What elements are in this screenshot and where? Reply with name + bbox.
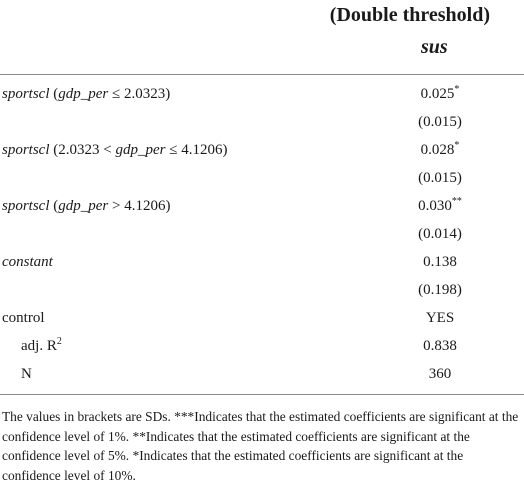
significance-stars: * xyxy=(454,140,460,151)
threshold-variable: gdp_per xyxy=(115,142,166,158)
control-value: YES xyxy=(425,310,455,326)
row-label xyxy=(2,86,170,103)
footer-rule xyxy=(0,394,524,395)
significance-stars: ** xyxy=(451,196,462,207)
label-text: ≤ 4.1206) xyxy=(165,142,228,158)
row-label xyxy=(2,142,227,159)
label-text: ( xyxy=(49,198,59,214)
row-label: control xyxy=(2,310,45,326)
coefficient: 0.028 xyxy=(420,142,455,158)
standard-error: (0.014) xyxy=(418,226,462,242)
table-note: The values in brackets are SDs. ***Indicates that the estimated coefficients are significant at the confidence level of 1%. **Indicates that the estimated coefficients are significant at the confidence level of 5%. *Indicates that the estimated coefficients are significant at the confidence level of 10%. xyxy=(2,409,519,483)
superscript: 2 xyxy=(56,336,62,347)
variable-name: sportscl xyxy=(2,198,50,214)
label-text: ( xyxy=(49,86,59,102)
dependent-variable-header: sus xyxy=(421,36,448,58)
header-rule xyxy=(0,74,524,75)
threshold-variable: gdp_per xyxy=(58,198,109,214)
adj-r2-value: 0.838 xyxy=(423,338,457,354)
coefficient: 0.138 xyxy=(423,254,457,270)
table-row xyxy=(0,334,524,362)
row-label xyxy=(2,198,170,215)
coefficient: 0.025 xyxy=(420,86,455,102)
threshold-variable: gdp_per xyxy=(58,86,109,102)
model-header: (Double threshold) xyxy=(329,4,490,26)
label-text: (2.0323 < xyxy=(49,142,116,158)
observations-value: 360 xyxy=(428,366,452,382)
table-row xyxy=(0,110,524,138)
variable-name: sportscl xyxy=(2,142,50,158)
coefficient: 0.030 xyxy=(418,198,452,214)
table-row xyxy=(0,250,524,278)
row-label: N xyxy=(21,366,32,382)
significance-stars: * xyxy=(454,84,460,95)
row-label xyxy=(21,338,62,355)
label-text: adj. R xyxy=(21,338,57,354)
table-row xyxy=(0,222,524,250)
standard-error: (0.015) xyxy=(418,114,462,130)
table-row xyxy=(0,138,524,166)
standard-error: (0.198) xyxy=(418,282,462,298)
label-text: > 4.1206) xyxy=(108,198,171,214)
coefficient-value xyxy=(395,142,485,159)
table-row xyxy=(0,166,524,194)
row-label: constant xyxy=(2,254,53,270)
coefficient-value xyxy=(395,86,485,103)
table-row xyxy=(0,82,524,110)
table-row xyxy=(0,362,524,390)
table-row xyxy=(0,194,524,222)
table-row xyxy=(0,278,524,306)
label-text: ≤ 2.0323) xyxy=(108,86,171,102)
table-row xyxy=(0,306,524,334)
standard-error: (0.015) xyxy=(418,170,462,186)
variable-name: sportscl xyxy=(2,86,50,102)
coefficient-value xyxy=(395,198,485,215)
